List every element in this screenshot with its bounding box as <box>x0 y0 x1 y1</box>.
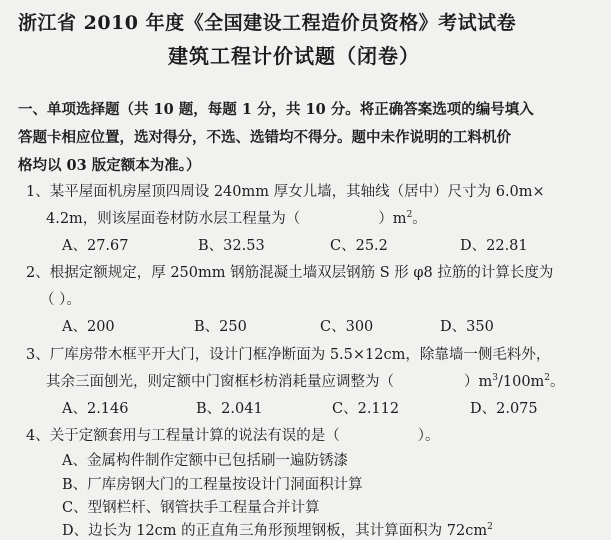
q1-option-b: B、32.53 <box>198 238 265 254</box>
section-instructions-line-3: 格均以 03 版定额本为准。） <box>18 157 201 174</box>
q4-option-c: C、型钢栏杆、钢管扶手工程量合并计算 <box>62 500 320 516</box>
q4-option-a: A、金属构件制作定额中已包括刷一遍防锈漆 <box>62 453 348 469</box>
q2-option-a: A、200 <box>62 319 115 335</box>
question-4-text: 4、关于定额套用与工程量计算的说法有误的是（ ）。 <box>26 428 440 444</box>
q2-option-c: C、300 <box>320 319 374 335</box>
q2-option-d: D、350 <box>440 319 494 335</box>
question-2-text-cont: （ ）。 <box>40 292 81 308</box>
q2-option-b: B、250 <box>194 319 247 335</box>
section-instructions-line-2: 答题卡相应位置，选对得分，不选、选错均不得分。题中未作说明的工料机价 <box>18 129 511 146</box>
section-instructions-line-1: 一、单项选择题（共 10 题，每题 1 分，共 10 分。将正确答案选项的编号填入 <box>18 101 534 118</box>
q3-option-a: A、2.146 <box>62 401 129 417</box>
exam-subtitle: 建筑工程计价试题（闭卷） <box>168 44 420 68</box>
q4-option-b: B、厂库房钢大门的工程量按设计门洞面积计算 <box>62 477 363 493</box>
q3-option-c: C、2.112 <box>332 401 400 417</box>
question-1-text-cont: 4.2m，则该屋面卷材防水层工程量为（ ）$m^2$。 <box>46 210 427 227</box>
q4-option-d: D、边长为 12cm 的正直角三角形预埋钢板，其计算面积为 $72cm^2$ <box>62 522 493 539</box>
question-3-text: 3、厂库房带木框平开大门，设计门框净断面为 5.5×12cm，除靠墙一侧毛料外， <box>26 347 551 363</box>
question-2-text: 2、根据定额规定，厚 250mm 钢筋混凝土墙双层钢筋 S 形 φ8 拉筋的计算长度为 <box>26 265 554 281</box>
question-3-text-cont: 其余三面刨光，则定额中门窗框杉枋消耗量应调整为（ ）$m^3/100m^2$。 <box>46 373 565 390</box>
q1-option-d: D、22.81 <box>460 238 528 254</box>
q1-option-a: A、27.67 <box>62 238 129 254</box>
q3-option-d: D、2.075 <box>470 401 538 417</box>
exam-title: 浙江省 2010 年度《全国建设工程造价员资格》考试试卷 <box>18 12 517 34</box>
q1-option-c: C、25.2 <box>330 238 388 254</box>
q3-option-b: B、2.041 <box>196 401 263 417</box>
question-1-text: 1、某平屋面机房屋顶四周设 240mm 厚女儿墙，其轴线（居中）尺寸为 6.0m× <box>26 184 545 200</box>
